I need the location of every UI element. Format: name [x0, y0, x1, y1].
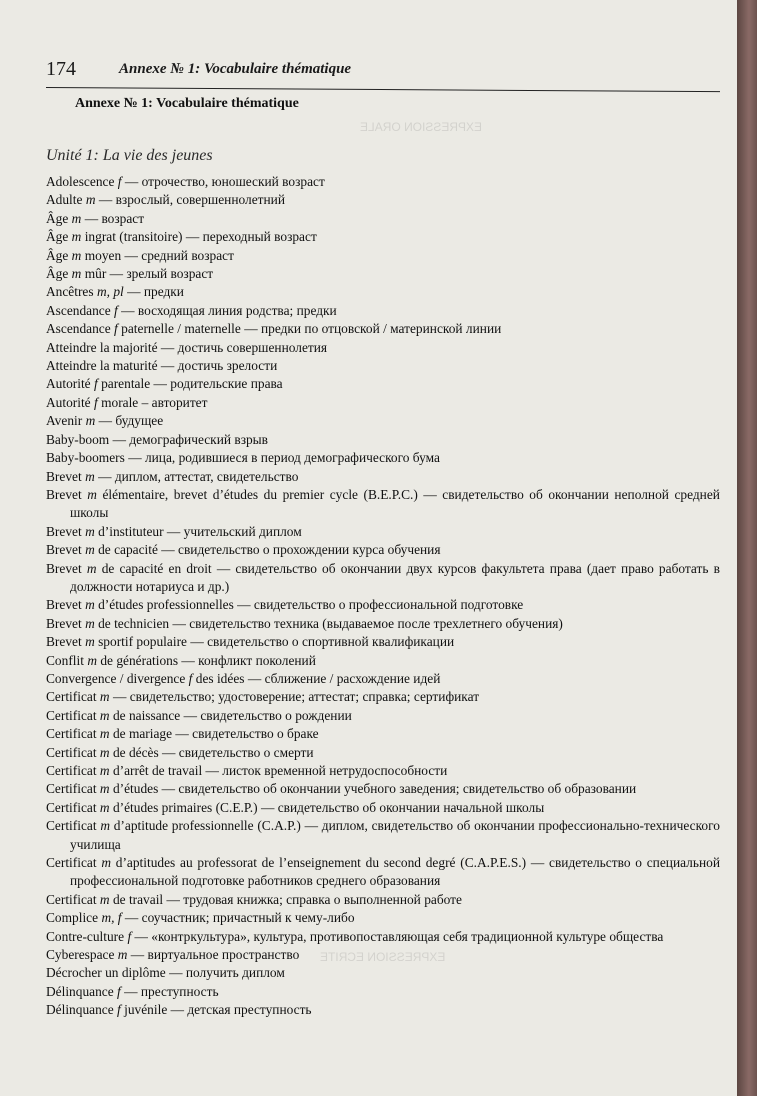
- vocabulary-entry: [46, 449, 720, 467]
- entry-term: Adolescence: [46, 174, 115, 189]
- entry-term-rest: d’études primaires (C.E.P.): [112, 799, 258, 815]
- entry-dash: —: [120, 983, 141, 999]
- entry-dash: —: [123, 284, 144, 300]
- entry-term-rest: mûr: [84, 266, 107, 282]
- vocabulary-entry: [46, 725, 720, 743]
- entry-term-rest: paternelle / maternelle: [121, 321, 241, 337]
- entry-term-rest: ingrat (transitoire): [84, 229, 183, 245]
- entry-term: Atteindre la maturité: [46, 358, 158, 374]
- entry-term: Baby-boomers: [46, 450, 125, 466]
- vocabulary-entry: [46, 394, 720, 412]
- entry-term: Convergence / divergence: [46, 670, 186, 686]
- entry-term: Brevet: [46, 523, 82, 539]
- entry-term: Certificat: [46, 744, 97, 760]
- entry-dash: —: [169, 615, 190, 631]
- entry-term: Délinquance: [46, 983, 114, 999]
- entry-dash: —: [121, 174, 142, 189]
- entry-term: Cyberespace: [46, 947, 115, 963]
- vocabulary-entry: [46, 596, 720, 614]
- vocabulary-entry: [46, 228, 720, 246]
- vocabulary-entry: [46, 762, 720, 780]
- entry-dash: —: [172, 726, 193, 742]
- vocabulary-entry: [46, 652, 720, 670]
- vocabulary-entry: [46, 928, 720, 946]
- entry-term: Baby-boom: [46, 431, 110, 447]
- entry-dash: —: [233, 597, 254, 613]
- entry-translation: детская преступность: [187, 1002, 312, 1018]
- entry-grammar: f: [114, 321, 118, 337]
- entry-grammar: m: [87, 652, 97, 668]
- entry-translation: переходный возраст: [202, 229, 317, 245]
- entry-grammar: m: [71, 210, 82, 226]
- entry-grammar: m: [85, 615, 95, 631]
- entry-translation: свидетельство; удостоверение; аттестат; справка; сертификат: [129, 689, 480, 705]
- entry-dash: —: [121, 910, 142, 926]
- entry-translation: возраст: [101, 210, 145, 226]
- entry-term: Certificat: [46, 818, 97, 834]
- entry-term-rest: sportif populaire: [98, 634, 187, 650]
- vocabulary-entry: [46, 431, 720, 449]
- entry-term: Certificat: [46, 891, 97, 907]
- vocabulary-entry: [46, 283, 720, 301]
- entry-dash: —: [178, 652, 199, 668]
- entry-grammar: f: [117, 983, 121, 999]
- entry-grammar: m: [71, 266, 82, 282]
- vocabulary-entry: [46, 891, 720, 909]
- entry-term-rest: moyen: [84, 247, 122, 263]
- unit-title: Unité 1: La vie des jeunes: [46, 147, 213, 164]
- entry-term: Âge: [46, 229, 69, 245]
- entry-dash: —: [106, 266, 127, 282]
- vocabulary-entry: [46, 210, 720, 228]
- entry-translation: свидетельство техника (выдаваемое после трехлетнего обучения): [189, 615, 563, 631]
- entry-term-rest: d’aptitude professionnelle (C.A.P.): [113, 818, 301, 834]
- entry-translation: лица, родившиеся в период демографического бума: [144, 450, 440, 466]
- entry-term: Brevet: [46, 615, 82, 631]
- entry-grammar: m: [85, 413, 96, 429]
- entry-grammar: f: [117, 174, 122, 189]
- entry-term: Certificat: [46, 689, 97, 705]
- entry-term-rest: de générations: [100, 652, 179, 668]
- entry-translation: достичь совершеннолетия: [177, 339, 328, 355]
- entry-term: Adulte: [46, 192, 83, 208]
- entry-translation: зрелый возраст: [126, 266, 214, 282]
- entry-term: Ancêtres: [46, 284, 94, 300]
- entry-translation: свидетельство об окончании учебного заведения; свидетельство об образовании: [178, 781, 637, 797]
- entry-translation: будущее: [115, 413, 164, 429]
- entry-grammar: m: [99, 744, 110, 760]
- entry-term-rest: d’études professionnelles: [98, 597, 234, 613]
- entry-term-rest: parentale: [101, 376, 151, 392]
- entry-term: Certificat: [46, 726, 97, 742]
- entry-grammar: m: [85, 192, 96, 208]
- entry-grammar: m, f: [101, 910, 122, 926]
- entry-term-rest: des idées: [195, 670, 245, 686]
- entry-translation: свидетельство о смерти: [178, 744, 314, 760]
- entry-grammar: f: [188, 670, 193, 686]
- entry-dash: —: [109, 689, 130, 705]
- vocabulary-entry: [46, 707, 720, 725]
- entry-term-rest: de naissance: [112, 707, 181, 723]
- entry-dash: —: [240, 321, 261, 337]
- vocabulary-entry: [46, 670, 720, 688]
- entry-term: Délinquance: [46, 1002, 114, 1018]
- entry-grammar: m: [85, 468, 95, 484]
- entry-translation: предки по отцовской / материнской линии: [260, 321, 502, 337]
- entry-term: Certificat: [46, 799, 97, 815]
- entry-dash: —: [167, 1002, 188, 1018]
- entry-term: Certificat: [46, 763, 97, 778]
- entry-translation: свидетельство о профессиональной подготовке: [253, 597, 524, 613]
- vocabulary-list: [46, 173, 720, 1020]
- running-head: [46, 58, 716, 88]
- entry-translation: диплом, свидетельство об окончании профессионально-технического училища: [70, 818, 720, 852]
- running-title: Annexe № 1: Vocabulaire thématique: [119, 61, 352, 77]
- entry-term: Âge: [46, 247, 69, 263]
- entry-term: Brevet: [46, 486, 82, 502]
- entry-translation: конфликт поколений: [198, 652, 316, 668]
- vocabulary-entry: [46, 799, 720, 817]
- entry-dash: —: [257, 799, 278, 815]
- vocabulary-entry: [46, 486, 720, 523]
- show-through-text: EXPRESSION ECRITE: [320, 950, 446, 964]
- entry-translation: свидетельство о браке: [192, 726, 319, 742]
- entry-translation: свидетельство об окончании неполной средней школы: [70, 486, 720, 521]
- entry-grammar: m: [99, 891, 110, 907]
- entry-term-rest: de décès: [112, 744, 159, 760]
- entry-dash: —: [157, 542, 179, 558]
- entry-grammar: m: [71, 247, 82, 263]
- entry-dash: —: [244, 670, 265, 686]
- entry-grammar: f: [93, 394, 98, 410]
- entry-translation: свидетельство о специальной профессиональной подготовке работников среднего образования: [70, 855, 720, 889]
- entry-term-rest: élémentaire, brevet d’études du premier cycle (B.E.P.C.): [102, 486, 418, 502]
- vocabulary-entry: [46, 375, 720, 393]
- entry-grammar: m: [117, 947, 128, 963]
- vocabulary-entry: [46, 191, 720, 209]
- vocabulary-entry: [46, 744, 720, 762]
- entry-term: Ascendance: [46, 302, 111, 318]
- entry-dash: —: [95, 413, 116, 429]
- entry-term: Brevet: [46, 542, 82, 558]
- entry-translation: средний возраст: [141, 247, 234, 263]
- entry-translation: листок временной нетрудоспособности: [222, 763, 448, 778]
- entry-term: Certificat: [46, 781, 97, 797]
- entry-translation: свидетельство о спортивной квалификации: [207, 634, 455, 650]
- entry-term: Certificat: [46, 707, 97, 723]
- entry-dash: —: [117, 302, 138, 318]
- entry-term: Décrocher un diplôme: [46, 965, 166, 981]
- entry-translation: диплом, аттестат, свидетельство: [114, 468, 299, 484]
- entry-grammar: m: [100, 818, 110, 834]
- entry-term-rest: morale: [101, 394, 139, 410]
- entry-term-rest: de capacité: [98, 542, 158, 558]
- vocabulary-entry: [46, 909, 720, 927]
- vocabulary-entry: [46, 615, 720, 633]
- entry-translation: свидетельство об окончании двух курсов факультета права (дает право работать в должности нотариуса и др.): [70, 560, 720, 594]
- entry-grammar: m: [99, 763, 110, 778]
- vocabulary-entry: [46, 854, 720, 891]
- entry-dash: —: [150, 376, 171, 392]
- entry-grammar: f: [114, 302, 118, 318]
- entry-dash: —: [81, 210, 102, 226]
- entry-term: Complice: [46, 910, 99, 926]
- entry-translation: свидетельство о рождении: [200, 707, 352, 723]
- entry-translation: демографический взрыв: [129, 431, 268, 447]
- entry-term: Autorité: [46, 376, 91, 392]
- vocabulary-entry: [46, 339, 720, 357]
- entry-dash: —: [165, 965, 186, 981]
- entry-grammar: m: [87, 486, 97, 502]
- entry-term: Conflit: [46, 652, 84, 668]
- show-through-text: EXPRESSION ORALE: [360, 120, 483, 134]
- entry-dash: —: [182, 229, 203, 245]
- vocabulary-entry: [46, 946, 720, 964]
- section-title: Annexe № 1: Vocabulaire thématique: [75, 96, 299, 111]
- entry-grammar: m: [99, 707, 110, 723]
- entry-term: Avenir: [46, 413, 83, 429]
- entry-dash: —: [124, 450, 145, 466]
- entry-dash: —: [211, 560, 236, 576]
- entry-term: Brevet: [46, 560, 82, 576]
- vocabulary-entry: [46, 247, 720, 265]
- entry-term-rest: de mariage: [112, 726, 173, 742]
- entry-term: Ascendance: [46, 321, 111, 337]
- entry-term: Brevet: [46, 634, 82, 650]
- entry-translation: достичь зрелости: [177, 358, 278, 374]
- page-number: 174: [46, 58, 76, 80]
- entry-translation: отрочество, юношеский возраст: [141, 174, 325, 189]
- entry-grammar: m: [86, 560, 97, 576]
- entry-grammar: m: [71, 229, 82, 245]
- entry-translation: «контркультура», культура, противопоставляющая себя традиционной культуре общества: [151, 928, 664, 944]
- vocabulary-entry: [46, 412, 720, 430]
- entry-grammar: m: [99, 689, 110, 705]
- vocabulary-entry: [46, 964, 720, 982]
- vocabulary-entry: [46, 468, 720, 486]
- entry-translation: восходящая линия родства; предки: [137, 302, 337, 318]
- vocabulary-entry: [46, 1001, 720, 1019]
- entry-dash: —: [131, 928, 152, 944]
- vocabulary-entry: [46, 780, 720, 798]
- vocabulary-entry: [46, 541, 720, 559]
- entry-dash: —: [157, 358, 178, 374]
- entry-translation: преступность: [140, 983, 219, 999]
- entry-term: Brevet: [46, 597, 82, 613]
- entry-translation: виртуальное пространство: [147, 947, 300, 963]
- entry-dash: —: [526, 855, 550, 871]
- entry-dash: —: [95, 192, 116, 208]
- entry-translation: свидетельство о прохождении курса обучения: [178, 542, 441, 558]
- entry-term: Contre-culture: [46, 928, 125, 944]
- entry-grammar: f: [117, 1002, 121, 1018]
- vocabulary-entry: [46, 357, 720, 375]
- entry-translation: получить диплом: [185, 965, 285, 981]
- entry-dash: —: [180, 707, 201, 723]
- entry-translation: соучастник; причастный к чему-либо: [141, 910, 355, 926]
- vocabulary-entry: [46, 983, 720, 1001]
- entry-term-rest: de technicien: [98, 615, 170, 631]
- page-edge: [737, 0, 757, 1096]
- vocabulary-entry: [46, 523, 720, 541]
- vocabulary-entry: [46, 633, 720, 651]
- entry-grammar: m: [101, 855, 111, 871]
- vocabulary-entry: [46, 302, 720, 320]
- entry-term-rest: d’aptitudes au professorat de l’enseignement du second degré (C.A.P.E.S.): [115, 855, 527, 871]
- entry-term-rest: de travail: [112, 891, 164, 907]
- vocabulary-entry: [46, 265, 720, 283]
- entry-translation: свидетельство об окончании начальной школы: [277, 799, 545, 815]
- entry-grammar: m: [99, 726, 110, 742]
- entry-translation: взрослый, совершеннолетний: [115, 192, 286, 208]
- entry-translation: сближение / расхождение идей: [264, 670, 441, 686]
- entry-translation: учительский диплом: [183, 523, 302, 539]
- vocabulary-entry: [46, 688, 720, 706]
- vocabulary-entry: [46, 817, 720, 854]
- entry-dash: —: [186, 634, 208, 650]
- entry-dash: –: [138, 394, 152, 410]
- entry-translation: родительские права: [170, 376, 283, 392]
- entry-dash: —: [163, 891, 184, 907]
- entry-grammar: m: [85, 523, 95, 539]
- entry-grammar: f: [93, 376, 98, 392]
- entry-term-rest: juvénile: [124, 1002, 168, 1018]
- entry-grammar: m: [99, 781, 110, 797]
- entry-dash: —: [127, 947, 148, 963]
- entry-dash: —: [94, 468, 115, 484]
- entry-translation: трудовая книжка; справка о выполненной работе: [183, 891, 462, 907]
- entry-dash: —: [157, 339, 178, 355]
- entry-term-rest: d’instituteur: [98, 523, 164, 539]
- entry-dash: —: [202, 763, 223, 778]
- entry-dash: —: [158, 744, 179, 760]
- entry-translation: предки: [143, 284, 184, 300]
- vocabulary-entry: [46, 320, 720, 338]
- entry-grammar: m: [85, 542, 95, 558]
- entry-dash: —: [163, 523, 184, 539]
- entry-grammar: m: [99, 799, 110, 815]
- entry-dash: —: [121, 247, 142, 263]
- entry-term-rest: d’études: [112, 781, 159, 797]
- entry-term: Brevet: [46, 468, 82, 484]
- entry-term-rest: d’arrêt de travail: [112, 763, 203, 778]
- entry-dash: —: [300, 818, 322, 834]
- entry-dash: —: [417, 486, 443, 502]
- entry-term: Âge: [46, 266, 69, 282]
- entry-term: Autorité: [46, 394, 91, 410]
- entry-dash: —: [109, 431, 130, 447]
- vocabulary-entry: [46, 173, 720, 191]
- entry-translation: авторитет: [151, 394, 208, 410]
- entry-grammar: m: [85, 634, 95, 650]
- entry-term-rest: de capacité en droit: [101, 560, 212, 576]
- entry-grammar: m, pl: [96, 284, 124, 300]
- entry-grammar: m: [85, 597, 95, 613]
- entry-dash: —: [158, 781, 179, 797]
- entry-grammar: f: [127, 928, 132, 944]
- entry-term: Atteindre la majorité: [46, 339, 158, 355]
- entry-term: Âge: [46, 210, 69, 226]
- entry-term: Certificat: [46, 855, 97, 871]
- vocabulary-entry: [46, 560, 720, 597]
